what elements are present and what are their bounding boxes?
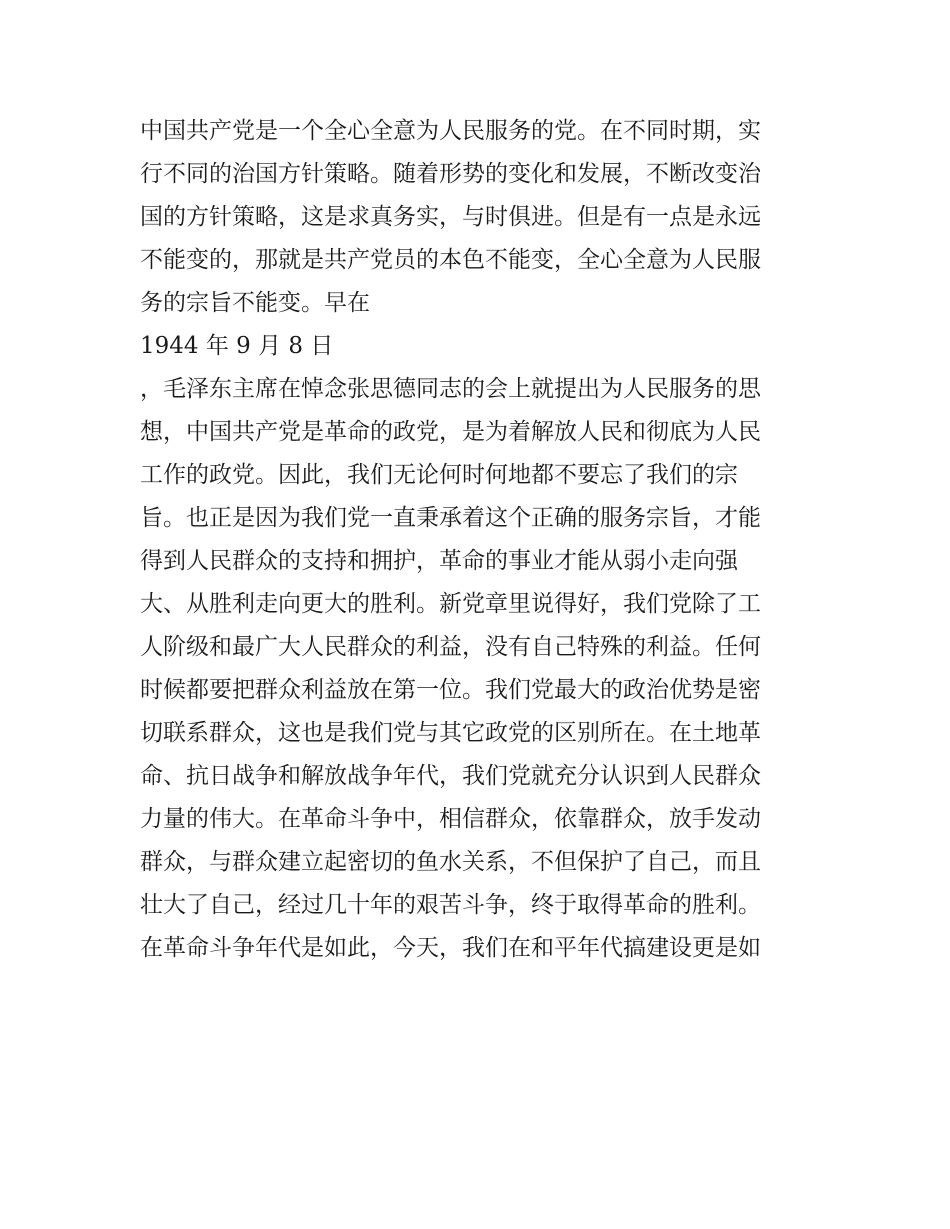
text-line-12: 大、从胜利走向更大的胜利。新党章里说得好，我们党除了工 [140,591,761,617]
text-line-15: 切联系群众，这也是我们党与其它政党的区别所在。在土地革 [140,720,761,746]
text-line-9: 工作的政党。因此，我们无论何时何地都不要忘了我们的宗 [140,462,738,488]
text-line-14: 时候都要把群众利益放在第一位。我们党最大的政治优势是密 [140,677,761,703]
text-line-20: 在革命斗争年代是如此，今天，我们在和平年代搞建设更是如 [140,935,761,961]
text-line-7: ，毛泽东主席在悼念张思德同志的会上就提出为人民服务的思 [140,376,761,402]
text-line-2: 行不同的治国方针策略。随着形势的变化和发展，不断改变治 [140,161,761,187]
text-line-11: 得到人民群众的支持和拥护，革命的事业才能从弱小走向强 [140,548,738,574]
text-line-10: 旨。也正是因为我们党一直秉承着这个正确的服务宗旨，才能 [140,505,761,531]
date-line: 1944 年 9 月 8 日 [140,333,334,359]
text-line-17: 力量的伟大。在革命斗争中，相信群众，依靠群众，放手发动 [140,806,761,832]
text-line-16: 命、抗日战争和解放战争年代，我们党就充分认识到人民群众 [140,763,761,789]
text-line-1: 中国共产党是一个全心全意为人民服务的党。在不同时期，实 [140,118,761,144]
text-line-19: 壮大了自己，经过几十年的艰苦斗争，终于取得革命的胜利。 [140,892,761,918]
text-line-4: 不能变的，那就是共产党员的本色不能变，全心全意为人民服 [140,247,761,273]
text-line-8: 想，中国共产党是革命的政党，是为着解放人民和彻底为人民 [140,419,761,445]
text-line-13: 人阶级和最广大人民群众的利益，没有自己特殊的利益。任何 [140,634,761,660]
text-line-5: 务的宗旨不能变。早在 [140,290,370,316]
body-text [140,110,820,970]
text-line-18: 群众，与群众建立起密切的鱼水关系，不但保护了自己，而且 [140,849,761,875]
text-line-3: 国的方针策略，这是求真务实，与时俱进。但是有一点是永远 [140,204,761,230]
